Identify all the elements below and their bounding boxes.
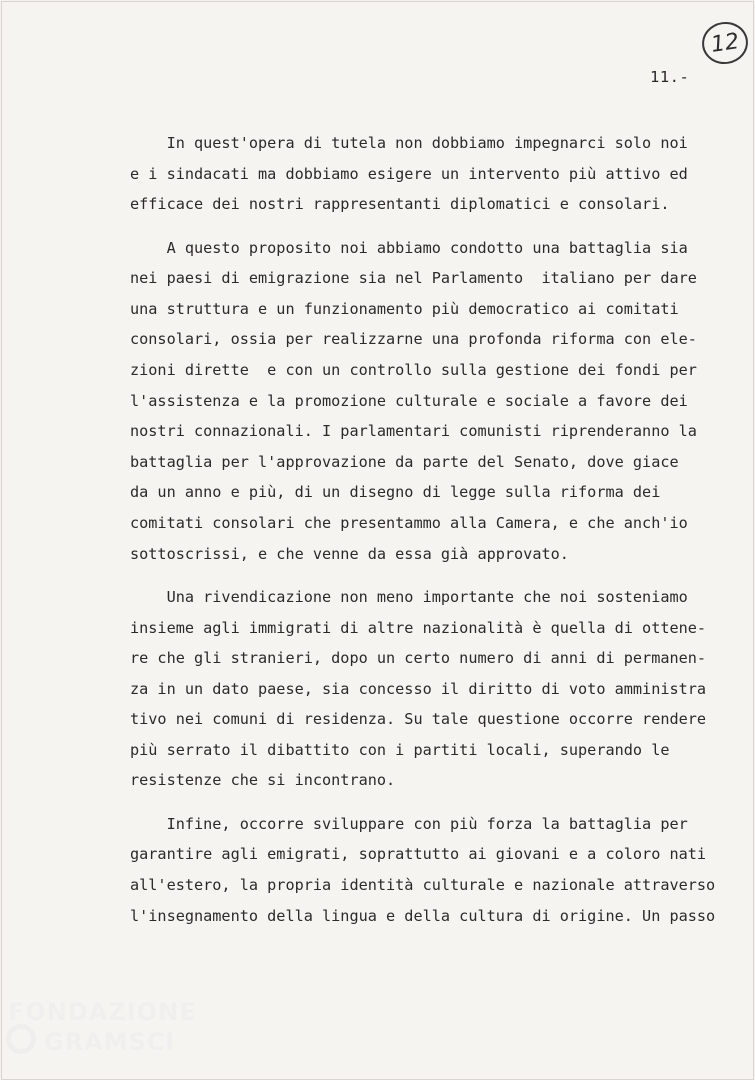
page-number: 11.-	[650, 68, 690, 86]
text-line: da un anno e più, di un disegno di legge sulla riforma dei	[130, 483, 661, 502]
text-line: più serrato il dibattito con i partiti locali, superando le	[130, 740, 670, 759]
text-line: e i sindacati ma dobbiamo esigere un intervento più attivo ed	[130, 164, 688, 183]
text-line: A questo proposito noi abbiamo condotto una battaglia sia	[130, 238, 688, 257]
text-line: efficace dei nostri rappresentanti diplomatici e consolari.	[130, 195, 670, 214]
watermark-line1: FONDAZIONE	[8, 998, 197, 1026]
text-line: In quest'opera di tutela non dobbiamo impegnarci solo noi	[130, 134, 688, 152]
text-line: insieme agli immigrati di altre nazionalità è quella di ottene-	[130, 618, 707, 637]
text-line: tivo nei comuni di residenza. Su tale questione occorre rendere	[130, 710, 707, 729]
text-line: zioni dirette e con un controllo sulla gestione dei fondi per	[130, 360, 697, 379]
watermark-logo-icon	[6, 1024, 36, 1054]
text-line: una struttura e un funzionamento più democratico ai comitati	[130, 299, 679, 318]
body-text	[130, 128, 716, 931]
paragraph	[130, 233, 710, 570]
paragraph-gap	[130, 796, 710, 809]
text-line: sottoscrissi, e che venne da essa già approvato.	[130, 544, 569, 563]
text-line: re che gli stranieri, dopo un certo numero di anni di permanen-	[130, 649, 707, 668]
paragraph	[130, 582, 710, 796]
paragraph-gap	[130, 220, 710, 233]
paragraph	[130, 809, 716, 931]
text-line: nei paesi di emigrazione sia nel Parlamento italiano per dare	[130, 269, 697, 288]
watermark-line2: GRAMSCI	[44, 1028, 176, 1056]
text-line: battaglia per l'approvazione da parte del Senato, dove giace	[130, 452, 679, 471]
text-line: resistenze che si incontrano.	[130, 771, 396, 790]
paragraph-gap	[130, 569, 710, 582]
paragraph	[130, 128, 710, 220]
text-line: Infine, occorre sviluppare con più forza la battaglia per	[130, 814, 688, 833]
text-line: Una rivendicazione non meno importante che noi sosteniamo	[130, 587, 688, 606]
text-line: l'insegnamento della lingua e della cultura di origine. Un passo	[130, 906, 716, 925]
text-line: za in un dato paese, sia concesso il diritto di voto amministra	[130, 679, 707, 698]
document-page	[1, 1, 754, 1080]
text-line: comitati consolari che presentammo alla Camera, e che anch'io	[130, 513, 688, 532]
text-line: all'estero, la propria identità culturale e nazionale attraverso	[130, 876, 716, 895]
text-line: consolari, ossia per realizzarne una profonda riforma con ele-	[130, 330, 697, 349]
text-line: nostri connazionali. I parlamentari comunisti riprenderanno la	[130, 422, 697, 441]
archive-watermark	[4, 994, 204, 1074]
text-line: garantire agli emigrati, soprattutto ai giovani e a coloro nati	[130, 845, 707, 864]
archive-stamp: 12	[699, 19, 750, 67]
text-line: l'assistenza e la promozione culturale e sociale a favore dei	[130, 391, 688, 410]
